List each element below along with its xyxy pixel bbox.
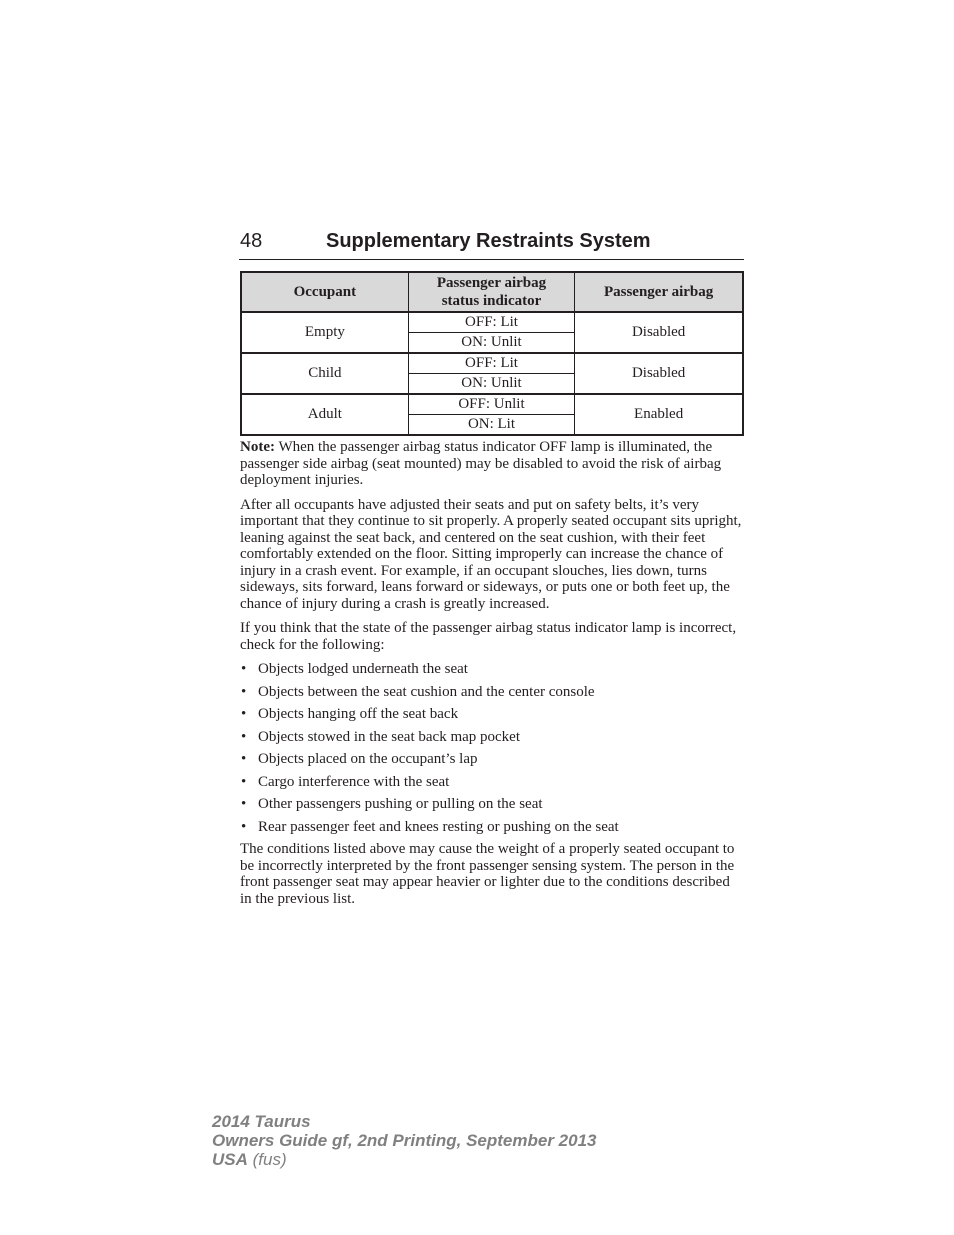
airbag-cell: Disabled bbox=[575, 312, 743, 353]
list-item-text: Rear passenger feet and knees resting or pushing on the seat bbox=[258, 818, 619, 835]
list-item bbox=[240, 706, 745, 723]
airbag-cell: Disabled bbox=[575, 353, 743, 394]
occupant-cell: Empty bbox=[241, 312, 408, 353]
paragraph-conditions: The conditions listed above may cause the weight of a properly seated occupant to be incorrectly interpreted by the front passenger sensing system. The person in the front passenger seat may appear heavier or lighter due to the conditions described in the previous list. bbox=[240, 841, 735, 907]
header-occupant: Occupant bbox=[241, 272, 408, 312]
table-row bbox=[241, 353, 743, 374]
footer-region bbox=[212, 1150, 596, 1169]
list-item-text: Objects between the seat cushion and the center console bbox=[258, 683, 595, 700]
airbag-cell: Enabled bbox=[575, 394, 743, 435]
page-number: 48 bbox=[240, 230, 263, 252]
list-item bbox=[240, 774, 745, 791]
table-header-row bbox=[241, 272, 743, 312]
bullet-icon: • bbox=[241, 728, 247, 745]
occupant-cell: Child bbox=[241, 353, 408, 394]
airbag-status-table bbox=[240, 271, 744, 436]
list-item-text: Objects lodged underneath the seat bbox=[258, 661, 468, 677]
table-row bbox=[241, 312, 743, 333]
bullet-icon: • bbox=[241, 773, 247, 790]
body-text bbox=[240, 439, 745, 915]
footer-edition: Owners Guide gf, 2nd Printing, September 2013 bbox=[212, 1131, 597, 1150]
list-item-text: Objects stowed in the seat back map pocket bbox=[258, 728, 521, 745]
paragraph-sitting: After all occupants have adjusted their seats and put on safety belts, it’s very important that they continue to sit properly. A properly seated occupant sits upright, leaning against the seat back, and centered on the seat cushion, with their feet comfortably extended on the floor. Sitting improperly can increase the chance of injury in a crash event. For example, if an occupant slouches, lies down, turns sideways, sits forward, leans forward or sideways, or puts one or both feet up, the chance of injury during a crash is greatly increased. bbox=[240, 496, 742, 612]
occupant-cell: Adult bbox=[241, 394, 408, 435]
indicator-off-cell: OFF: Unlit bbox=[408, 394, 575, 415]
list-item bbox=[240, 684, 745, 701]
note-text: When the passenger airbag status indicator OFF lamp is illuminated, the passenger side airbag (seat mounted) may be disabled to avoid the risk of airbag deployment injuries. bbox=[240, 439, 722, 488]
section-title: Supplementary Restraints System bbox=[326, 230, 651, 252]
page-footer bbox=[212, 1112, 596, 1169]
page-header bbox=[239, 229, 744, 260]
indicator-on-cell: ON: Unlit bbox=[408, 374, 575, 395]
paragraph-check-intro: If you think that the state of the passenger airbag status indicator lamp is incorrect, check for the following: bbox=[240, 620, 737, 653]
list-item bbox=[240, 729, 745, 746]
list-item bbox=[240, 796, 745, 813]
note-paragraph bbox=[240, 439, 745, 489]
indicator-off-cell: OFF: Lit bbox=[408, 312, 575, 333]
list-item-text: Other passengers pushing or pulling on the seat bbox=[258, 796, 543, 812]
indicator-on-cell: ON: Lit bbox=[408, 415, 575, 436]
header-airbag: Passenger airbag bbox=[575, 272, 743, 312]
bullet-icon: • bbox=[241, 683, 247, 700]
note-label: Note: bbox=[240, 439, 275, 455]
header-indicator: Passenger airbag status indicator bbox=[408, 272, 575, 312]
list-item bbox=[240, 751, 745, 768]
list-item-text: Objects placed on the occupant’s lap bbox=[258, 751, 478, 767]
bullet-icon: • bbox=[241, 706, 247, 722]
indicator-on-cell: ON: Unlit bbox=[408, 333, 575, 354]
checklist bbox=[240, 661, 745, 835]
indicator-off-cell: OFF: Lit bbox=[408, 353, 575, 374]
list-item-text: Cargo interference with the seat bbox=[258, 773, 450, 790]
table-row bbox=[241, 394, 743, 415]
bullet-icon: • bbox=[241, 796, 247, 812]
bullet-icon: • bbox=[241, 661, 247, 677]
footer-region-code: (fus) bbox=[247, 1150, 287, 1169]
list-item bbox=[240, 661, 745, 678]
footer-model: 2014 Taurus bbox=[212, 1112, 311, 1131]
footer-region-main: USA bbox=[212, 1150, 248, 1169]
bullet-icon: • bbox=[241, 751, 247, 767]
list-item-text: Objects hanging off the seat back bbox=[258, 706, 459, 722]
bullet-icon: • bbox=[241, 818, 247, 835]
list-item bbox=[240, 819, 745, 836]
